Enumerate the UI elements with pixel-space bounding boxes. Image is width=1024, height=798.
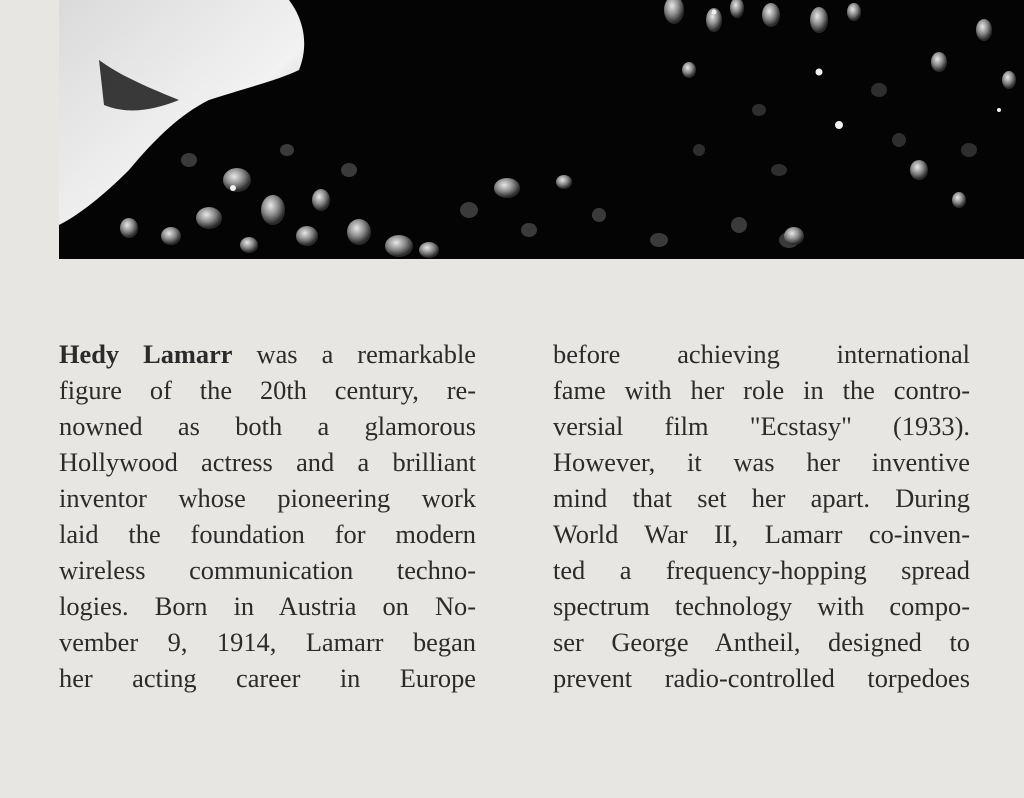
text-line: ser George Antheil, designed to xyxy=(553,627,970,657)
text-line: mind that set her apart. During xyxy=(553,483,970,513)
text-line: her acting career in Europe xyxy=(59,663,476,693)
person-name: Hedy Lamarr xyxy=(59,339,233,369)
text-line: versial film "Ecstasy" (1933). xyxy=(553,411,970,441)
text-line: before achieving international xyxy=(553,339,970,369)
article-column-right xyxy=(553,336,970,696)
text-line: prevent radio-controlled torpedoes xyxy=(553,663,970,693)
text-line: World War II, Lamarr co-inven- xyxy=(553,519,970,549)
text-line: inventor whose pioneering work xyxy=(59,483,476,513)
text-line: laid the foundation for modern xyxy=(59,519,476,549)
text-line: nowned as both a glamorous xyxy=(59,411,476,441)
text-line: fame with her role in the contro- xyxy=(553,375,970,405)
text-line: Hedy Lamarr was a remarkable xyxy=(59,339,476,369)
text-line: vember 9, 1914, Lamarr began xyxy=(59,627,476,657)
text-line: spectrum technology with compo- xyxy=(553,591,970,621)
text-line: wireless communication techno- xyxy=(59,555,476,585)
text-line: However, it was her inventive xyxy=(553,447,970,477)
text-line: Hollywood actress and a brilliant xyxy=(59,447,476,477)
text-line: logies. Born in Austria on No- xyxy=(59,591,476,621)
text-line: ted a frequency-hopping spread xyxy=(553,555,970,585)
article-column-left xyxy=(59,336,476,696)
header-photo xyxy=(59,0,1024,259)
sequined-dress-photo xyxy=(59,0,1024,259)
text-line: figure of the 20th century, re- xyxy=(59,375,476,405)
